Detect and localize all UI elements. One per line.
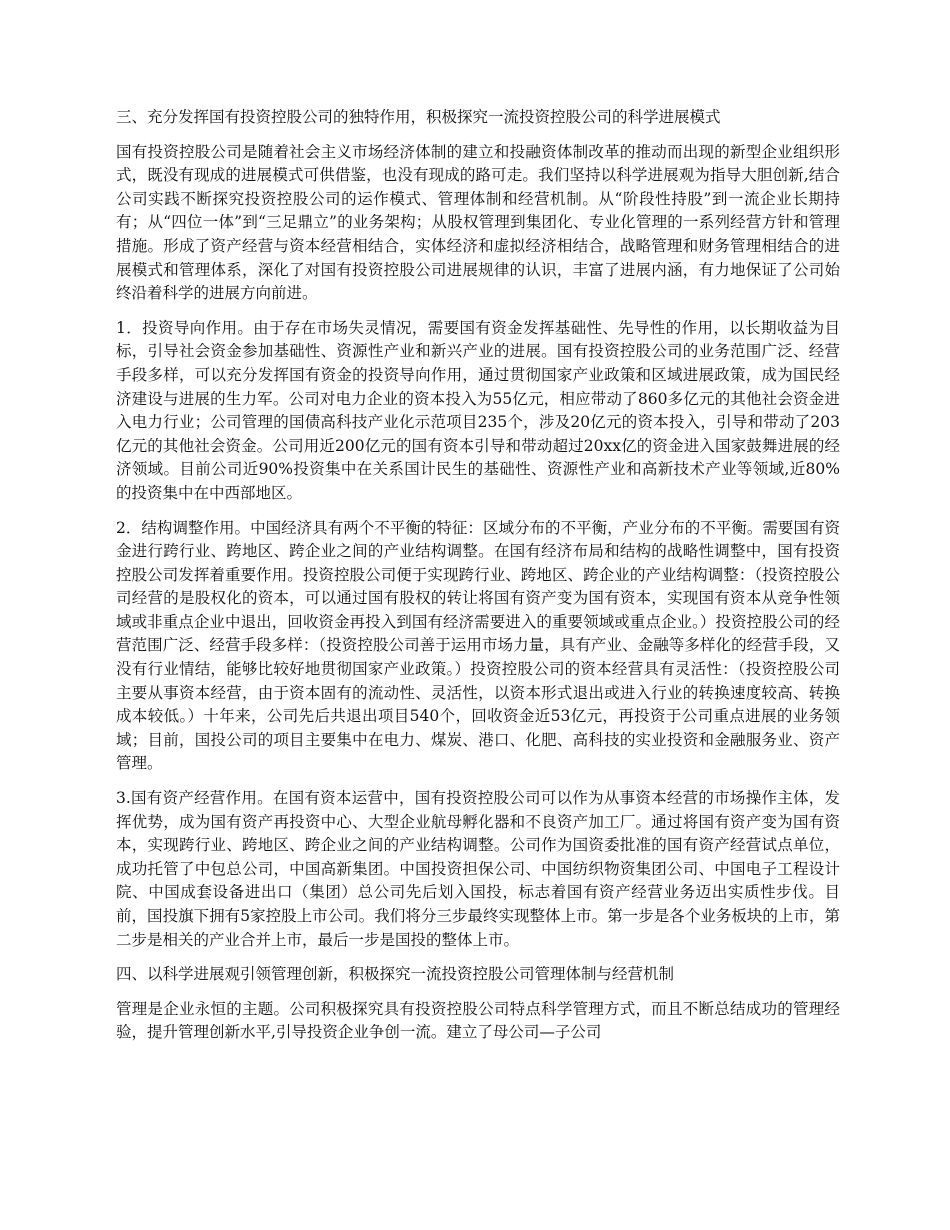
document-body	[116, 106, 840, 1056]
section-4-heading: 四、以科学进展观引领管理创新，积极探究一流投资控股公司管理体制与经营机制	[116, 965, 675, 984]
point-1-paragraph: 1．投资导向作用。由于存在市场失灵情况，需要国有资金发挥基础性、先导性的作用，以长期收益为目标，引导社会资金参加基础性、资源性产业和新兴产业的进展。国有投资控股公司的业务范围广泛、经营手段多样，可以充分发挥国有资金的投资导向作用，通过贯彻国家产业政策和区域进展政策，成为国民经济建设与进展的生力军。公司对电力企业的资本投入为55亿元，相应带动了860多亿元的其他社会资金进入电力行业；公司管理的国债高科技产业化示范项目235个，涉及20亿元的资本投入，引导和带动了203亿元的其他社会资金。公司用近200亿元的国有资本引导和带动超过20xx亿的资金进入国家鼓舞进展的经济领域。目前公司近90%投资集中在关系国计民生的基础性、资源性产业和高新技术产业等领域,近80%的投资集中在中西部地区。	[116, 318, 840, 502]
section-3-heading: 三、充分发挥国有投资控股公司的独特作用，积极探究一流投资控股公司的科学进展模式	[116, 108, 721, 126]
point-2-paragraph: 2．结构调整作用。中国经济具有两个不平衡的特征：区域分布的不平衡，产业分布的不平衡。需要国有资金进行跨行业、跨地区、跨企业之间的产业结构调整。在国有经济布局和结构的战略性调整中，国有投资控股公司发挥着重要作用。投资控股公司便于实现跨行业、跨地区、跨企业的产业结构调整：（投资控股公司经营的是股权化的资本，可以通过国有股权的转让将国有资产变为国有资本，实现国有资本从竞争性领域或非重点企业中退出，回收资金再投入到国有经济需要进入的重要领域或重点企业。）投资控股公司的经营范围广泛、经营手段多样：（投资控股公司善于运用市场力量，具有产业、金融等多样化的经营手段，又没有行业情结，能够比较好地贯彻国家产业政策。）投资控股公司的资本经营具有灵活性：（投资控股公司主要从事资本经营，由于资本固有的流动性、灵活性，以资本形式退出或进入行业的转换速度较高、转换成本较低。）十年来，公司先后共退出项目540个，回收资金近53亿元，再投资于公司重点进展的业务领域；目前，国投公司的项目主要集中在电力、煤炭、港口、化肥、高科技的实业投资和金融服务业、资产管理。	[116, 518, 840, 773]
section-3-intro-paragraph: 国有投资控股公司是随着社会主义市场经济体制的建立和投融资体制改革的推动而出现的新型企业组织形式，既没有现成的进展模式可供借鉴，也没有现成的路可走。我们坚持以科学进展观为指导大胆创新,结合公司实践不断探究投资控股公司的运作模式、管理体制和经营机制。从“阶段性持股”到一流企业长期持有；从“四位一体”到“三足鼎立”的业务架构；从股权管理到集团化、专业化管理的一系列经营方针和管理措施。形成了资产经营与资本经营相结合，实体经济和虚拟经济相结合，战略管理和财务管理相结合的进展模式和管理体系，深化了对国有投资控股公司进展规律的认识，丰富了进展内涵，有力地保证了公司始终沿着科学的进展方向前进。	[116, 142, 840, 303]
point-3-paragraph: 3.国有资产经营作用。在国有资本运营中，国有投资控股公司可以作为从事资本经营的市场操作主体，发挥优势，成为国有资产再投资中心、大型企业航母孵化器和不良资产加工厂。通过将国有资产变为国有资本，实现跨行业、跨地区、跨企业之间的产业结构调整。公司作为国资委批准的国有资产经营试点单位，成功托管了中包总公司，中国高新集团。中国投资担保公司、中国纺织物资集团公司、中国电子工程设计院、中国成套设备进出口（集团）总公司先后划入国投，标志着国有资产经营业务迈出实质性步伐。目前，国投旗下拥有5家控股上市公司。我们将分三步最终实现整体上市。第一步是各个业务板块的上市，第二步是相关的产业合并上市，最后一步是国投的整体上市。	[116, 789, 840, 949]
section-4-intro-paragraph: 管理是企业永恒的主题。公司积极探究具有投资控股公司特点科学管理方式，而且不断总结成功的管理经验，提升管理创新水平,引导投资企业争创一流。建立了母公司—子公司	[116, 999, 840, 1042]
